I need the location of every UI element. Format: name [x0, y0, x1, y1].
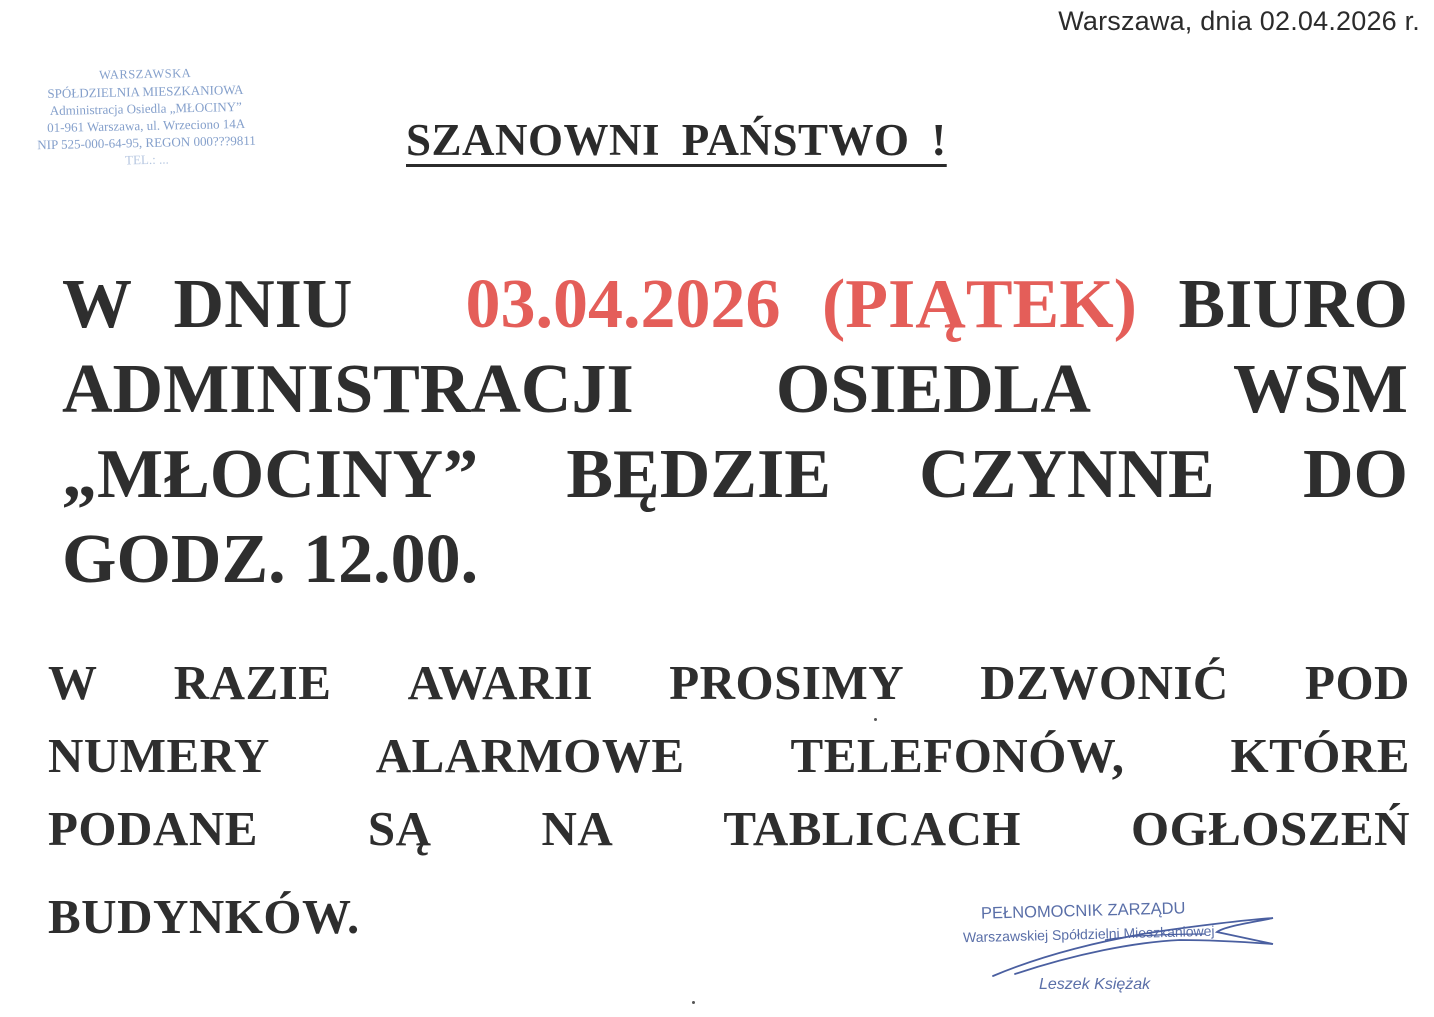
main-notice-line-1 [62, 262, 1408, 347]
word: BIURO [1178, 266, 1408, 343]
signature-stamp [955, 896, 1285, 1006]
word: NA [541, 801, 614, 856]
stamp-line-4: 01-961 Warszawa, ul. Wrzeciono 14A [47, 115, 246, 136]
word: DO [1302, 436, 1408, 513]
stamp-line-3: Administracja Osiedla „MŁOCINY” [49, 98, 242, 119]
word: BĘDZIE [566, 436, 831, 513]
word: ADMINISTRACJI [62, 351, 634, 428]
word: DZWONIĆ [980, 655, 1229, 710]
signature-organization: Warszawskiej Spółdzielni Mieszkaniowej [962, 922, 1215, 946]
word: W [48, 655, 98, 710]
word: AWARII [407, 655, 594, 710]
word: POD [1305, 655, 1410, 710]
word: DNIU [173, 266, 353, 343]
word: BUDYNKÓW. [48, 889, 360, 944]
scan-speck [874, 718, 877, 721]
word: OSIEDLA [775, 351, 1091, 428]
main-notice-line-2 [62, 347, 1408, 432]
stamp-line-6: TEL.: ... [124, 151, 169, 168]
emergency-line-2 [48, 719, 1410, 792]
word: NUMERY [48, 728, 270, 783]
signature-title: PEŁNOMOCNIK ZARZĄDU [980, 899, 1186, 923]
word: PROSIMY [669, 655, 905, 710]
closing-time: GODZ. 12.00. [62, 521, 479, 598]
stamp-line-5: NIP 525-000-64-95, REGON 000???9811 [37, 132, 256, 153]
word: CZYNNE [919, 436, 1215, 513]
emergency-line-3 [48, 792, 1410, 865]
main-notice-line-3 [62, 432, 1408, 517]
word: RAZIE [173, 655, 332, 710]
word: KTÓRE [1230, 728, 1410, 783]
closing-date: 03.04.2026 [465, 266, 781, 343]
emergency-line-1 [48, 646, 1410, 719]
organization-stamp [9, 63, 283, 171]
word: ALARMOWE [375, 728, 685, 783]
notice-heading: SZANOWNI PAŃSTWO ! [406, 115, 947, 165]
word: WSM [1233, 351, 1408, 428]
stamp-line-2: SPÓŁDZIELNIA MIESZKANIOWA [47, 81, 244, 102]
word: PODANE [48, 801, 258, 856]
word: „MŁOCINY” [62, 436, 479, 513]
word: W [62, 266, 132, 343]
main-notice [62, 262, 1408, 602]
stamp-line-1: WARSZAWSKA [98, 66, 192, 82]
word: SĄ [367, 801, 432, 856]
word: OGŁOSZEŃ [1130, 801, 1410, 856]
signature-name: Leszek Księżak [1039, 976, 1151, 993]
document-date: Warszawa, dnia 02.04.2026 r. [1058, 6, 1420, 36]
word: TABLICACH [723, 801, 1021, 856]
word: TELEFONÓW, [790, 728, 1125, 783]
closing-day: (PIĄTEK) [821, 266, 1137, 343]
main-notice-line-4 [62, 517, 1408, 602]
scan-speck [692, 1001, 695, 1004]
